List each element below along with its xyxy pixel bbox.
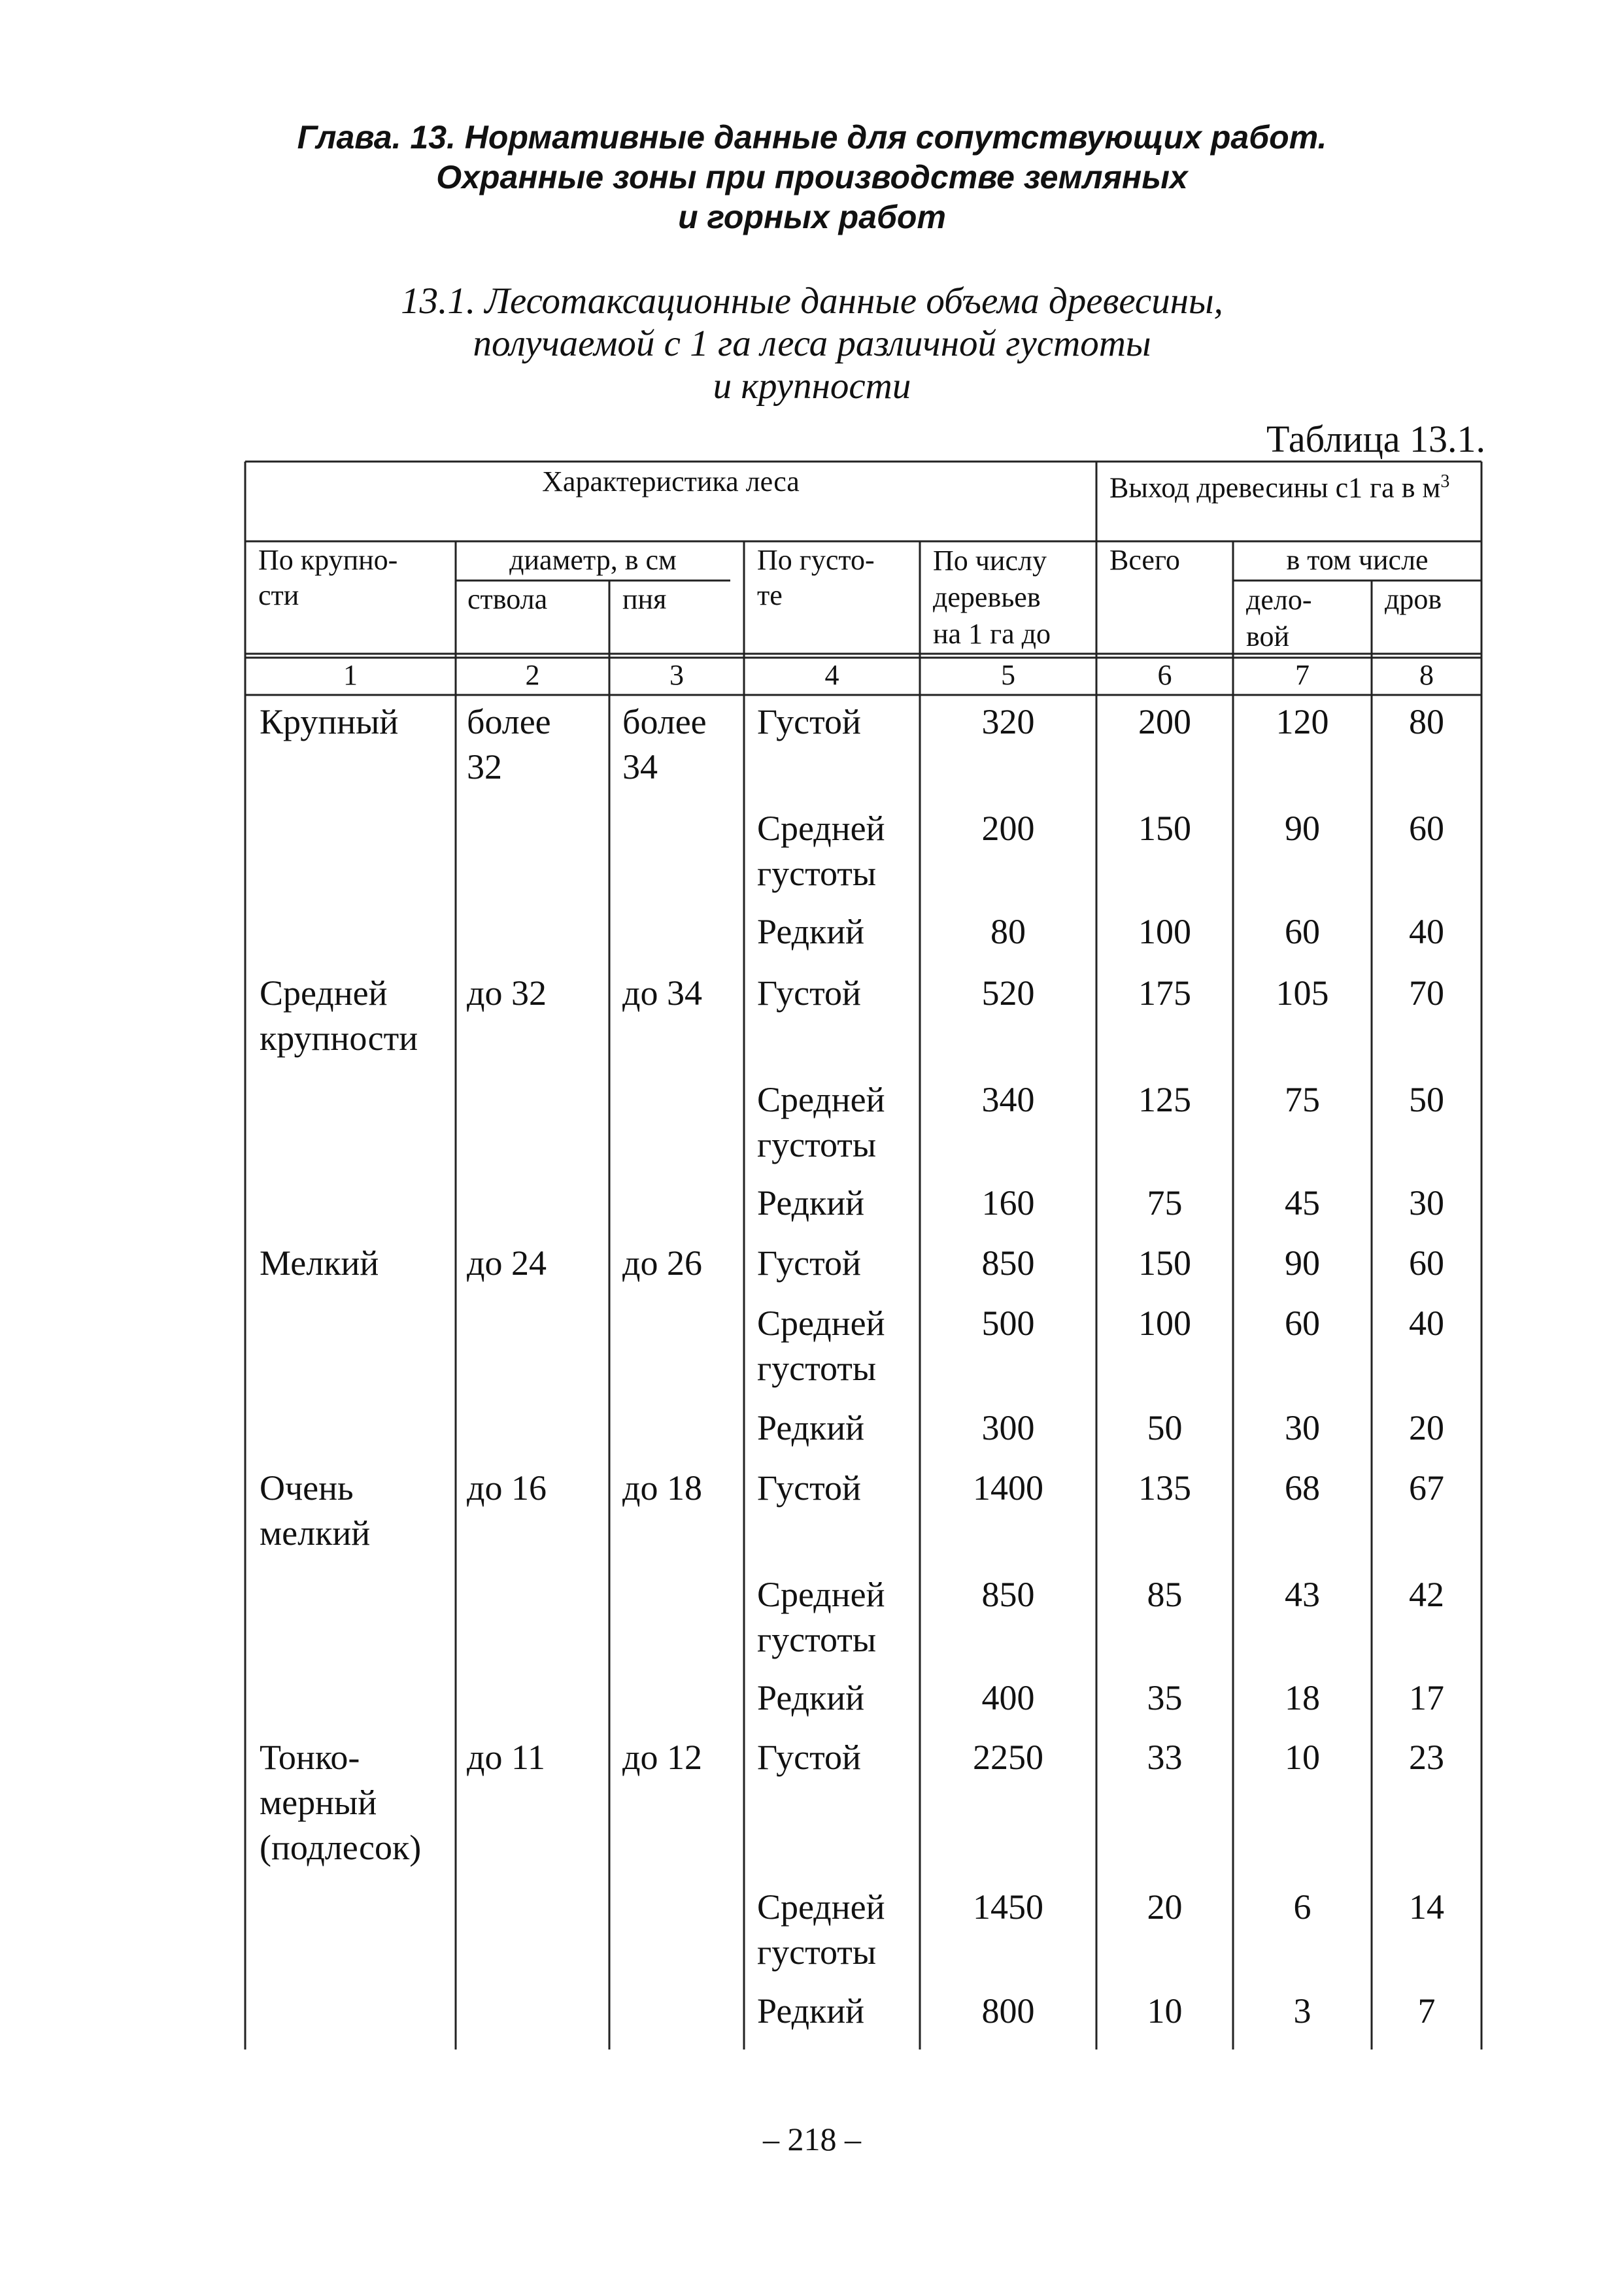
section-title-line: и крупности: [713, 365, 911, 407]
tree-count-cell: 500: [981, 1304, 1035, 1343]
trunk-diameter-cell-line: до 32: [467, 973, 547, 1013]
column-number: 2: [525, 659, 540, 691]
density-cell-line: Средней: [757, 1304, 885, 1343]
firewood-cell: 60: [1409, 809, 1444, 848]
column-number: 3: [669, 659, 684, 691]
firewood-cell: 23: [1409, 1738, 1444, 1777]
trunk-diameter-cell-line: до 11: [467, 1738, 545, 1777]
total-yield-cell: 35: [1147, 1678, 1183, 1717]
trunk-diameter-cell: [467, 1735, 609, 1780]
density-cell-line: Густой: [757, 973, 861, 1013]
tree-count-cell: 400: [981, 1678, 1035, 1717]
commercial-wood-cell: 68: [1285, 1468, 1320, 1508]
column-number: 5: [1001, 659, 1015, 691]
density-cell: [757, 1406, 920, 1451]
tree-count-cell: 160: [981, 1183, 1035, 1223]
header-firewood: дров: [1385, 583, 1442, 615]
size-class-cell-line: Крупный: [260, 702, 399, 741]
column-number: 6: [1157, 659, 1172, 691]
size-class-cell: [260, 1466, 456, 1556]
header-by-tree-count: [933, 543, 1051, 652]
density-cell-line: Редкий: [757, 912, 865, 951]
column-number: 4: [824, 659, 839, 691]
tree-count-cell: 320: [981, 702, 1035, 741]
density-cell-line: Средней: [757, 809, 885, 848]
total-yield-cell: 100: [1138, 1304, 1191, 1343]
header-commercial: [1246, 582, 1312, 655]
trunk-diameter-cell: [467, 971, 609, 1016]
size-class-cell-line: Средней: [260, 973, 388, 1013]
density-cell: [757, 1989, 920, 2034]
stump-diameter-cell-line: 34: [622, 747, 658, 786]
header-commercial-line: дело-: [1246, 584, 1312, 616]
tree-count-cell: 80: [990, 912, 1026, 951]
density-cell: [757, 1572, 920, 1662]
total-yield-cell: 175: [1138, 973, 1191, 1013]
header-wood-yield-text: Выход древесины с1 га в м: [1109, 471, 1441, 504]
size-class-cell-line: крупности: [260, 1019, 418, 1058]
stump-diameter-cell-line: более: [622, 702, 707, 741]
header-by-size-line: сти: [258, 579, 299, 611]
commercial-wood-cell: 30: [1285, 1408, 1320, 1447]
commercial-wood-cell: 120: [1276, 702, 1329, 741]
stump-diameter-cell: [622, 971, 744, 1016]
total-yield-cell: 10: [1147, 1991, 1183, 2031]
table-label: Таблица 13.1.: [1266, 418, 1485, 460]
density-cell-line: Редкий: [757, 1408, 865, 1447]
firewood-cell: 80: [1409, 702, 1444, 741]
total-yield-cell: 85: [1147, 1575, 1183, 1614]
total-yield-cell: 125: [1138, 1080, 1191, 1119]
firewood-cell: 40: [1409, 912, 1444, 951]
density-cell-line: Средней: [757, 1080, 885, 1119]
tree-count-cell: 2250: [973, 1738, 1043, 1777]
header-by-tree-count-line: на 1 га до: [933, 618, 1051, 650]
tree-count-cell: 800: [981, 1991, 1035, 2031]
size-class-cell: [260, 1241, 456, 1286]
header-by-density-line: те: [757, 579, 783, 611]
firewood-cell: 17: [1409, 1678, 1444, 1717]
trunk-diameter-cell-line: 32: [467, 747, 502, 786]
header-trunk: ствола: [467, 583, 548, 615]
density-cell-line: густоты: [757, 1125, 877, 1164]
commercial-wood-cell: 10: [1285, 1738, 1320, 1777]
density-cell-line: Средней: [757, 1575, 885, 1614]
density-cell: [757, 971, 920, 1016]
total-yield-cell: 100: [1138, 912, 1191, 951]
commercial-wood-cell: 90: [1285, 1243, 1320, 1283]
firewood-cell: 20: [1409, 1408, 1444, 1447]
stump-diameter-cell-line: до 12: [622, 1738, 702, 1777]
tree-count-cell: 850: [981, 1575, 1035, 1614]
density-cell-line: густоты: [757, 854, 877, 893]
stump-diameter-cell: [622, 700, 744, 790]
total-yield-cell: 20: [1147, 1887, 1183, 1927]
commercial-wood-cell: 60: [1285, 1304, 1320, 1343]
total-yield-cell: 75: [1147, 1183, 1183, 1223]
chapter-title-line: Глава. 13. Нормативные данные для сопутствующих работ.: [297, 119, 1327, 156]
density-cell: [757, 1676, 920, 1721]
firewood-cell: 70: [1409, 973, 1444, 1013]
size-class-cell-line: Мелкий: [260, 1243, 379, 1283]
header-total: Всего: [1109, 544, 1180, 576]
commercial-wood-cell: 105: [1276, 973, 1329, 1013]
density-cell-line: густоты: [757, 1932, 877, 1972]
header-stump: пня: [622, 583, 667, 615]
size-class-cell-line: (подлесок): [260, 1828, 422, 1867]
stump-diameter-cell: [622, 1735, 744, 1780]
total-yield-cell: 135: [1138, 1468, 1191, 1508]
column-number: 8: [1419, 659, 1434, 691]
trunk-diameter-cell: [467, 700, 609, 790]
density-cell: [757, 909, 920, 954]
tree-count-cell: 340: [981, 1080, 1035, 1119]
density-cell: [757, 700, 920, 745]
total-yield-cell: 33: [1147, 1738, 1183, 1777]
tree-count-cell: 1400: [973, 1468, 1043, 1508]
density-cell-line: Редкий: [757, 1183, 865, 1223]
commercial-wood-cell: 60: [1285, 912, 1320, 951]
header-by-density-line: По густо-: [757, 544, 875, 576]
header-forest-characteristics: Характеристика леса: [542, 465, 800, 498]
header-by-tree-count-line: деревьев: [933, 581, 1041, 613]
firewood-cell: 14: [1409, 1887, 1444, 1927]
commercial-wood-cell: 90: [1285, 809, 1320, 848]
trunk-diameter-cell: [467, 1241, 609, 1286]
size-class-cell: [260, 1735, 456, 1870]
density-cell: [757, 1735, 920, 1780]
commercial-wood-cell: 75: [1285, 1080, 1320, 1119]
density-cell-line: Густой: [757, 702, 861, 741]
total-yield-cell: 200: [1138, 702, 1191, 741]
density-cell-line: густоты: [757, 1349, 877, 1388]
density-cell-line: густоты: [757, 1620, 877, 1659]
column-number: 7: [1295, 659, 1310, 691]
firewood-cell: 30: [1409, 1183, 1444, 1223]
commercial-wood-cell: 6: [1293, 1887, 1311, 1927]
total-yield-cell: 50: [1147, 1408, 1183, 1447]
header-wood-yield-superscript: 3: [1440, 471, 1450, 492]
section-title-line: получаемой с 1 га леса различной густоты: [473, 323, 1151, 364]
stump-diameter-cell: [622, 1466, 744, 1511]
trunk-diameter-cell-line: до 16: [467, 1468, 547, 1508]
firewood-cell: 67: [1409, 1468, 1444, 1508]
stump-diameter-cell-line: до 34: [622, 973, 702, 1013]
stump-diameter-cell: [622, 1241, 744, 1286]
firewood-cell: 40: [1409, 1304, 1444, 1343]
header-by-tree-count-line: По числу: [933, 545, 1047, 577]
firewood-cell: 50: [1409, 1080, 1444, 1119]
tree-count-cell: 520: [981, 973, 1035, 1013]
density-cell: [757, 1885, 920, 1975]
page-number: – 218 –: [763, 2121, 861, 2157]
total-yield-cell: 150: [1138, 809, 1191, 848]
density-cell: [757, 1181, 920, 1226]
header-commercial-line: вой: [1246, 620, 1290, 652]
firewood-cell: 42: [1409, 1575, 1444, 1614]
commercial-wood-cell: 45: [1285, 1183, 1320, 1223]
chapter-title-line: и горных работ: [678, 199, 946, 235]
density-cell: [757, 1301, 920, 1391]
size-class-cell-line: Очень: [260, 1468, 354, 1508]
stump-diameter-cell-line: до 18: [622, 1468, 702, 1508]
density-cell: [757, 806, 920, 896]
density-cell-line: Густой: [757, 1738, 861, 1777]
header-by-size: [258, 543, 398, 613]
tree-count-cell: 300: [981, 1408, 1035, 1447]
size-class-cell-line: мелкий: [260, 1513, 371, 1553]
trunk-diameter-cell-line: до 24: [467, 1243, 547, 1283]
section-title-line: 13.1. Лесотаксационные данные объема древесины,: [401, 280, 1223, 322]
tree-count-cell: 1450: [973, 1887, 1043, 1927]
header-wood-yield: [1109, 464, 1476, 506]
size-class-cell: [260, 971, 456, 1061]
header-by-size-line: По крупно-: [258, 544, 398, 576]
density-cell-line: Густой: [757, 1243, 861, 1283]
firewood-cell: 60: [1409, 1243, 1444, 1283]
tree-count-cell: 850: [981, 1243, 1035, 1283]
size-class-cell-line: мерный: [260, 1783, 377, 1822]
firewood-cell: 7: [1417, 1991, 1436, 2031]
trunk-diameter-cell-line: более: [467, 702, 551, 741]
tree-count-cell: 200: [981, 809, 1035, 848]
header-diameter: диаметр, в см: [509, 544, 677, 576]
density-cell-line: Средней: [757, 1887, 885, 1927]
header-including: в том числе: [1286, 544, 1429, 576]
density-cell: [757, 1466, 920, 1511]
header-by-density: [757, 543, 875, 613]
size-class-cell-line: Тонко-: [260, 1738, 360, 1777]
stump-diameter-cell-line: до 26: [622, 1243, 702, 1283]
chapter-title-line: Охранные зоны при производстве земляных: [436, 159, 1188, 195]
commercial-wood-cell: 3: [1293, 1991, 1311, 2031]
commercial-wood-cell: 43: [1285, 1575, 1320, 1614]
column-number: 1: [343, 659, 358, 691]
trunk-diameter-cell: [467, 1466, 609, 1511]
density-cell: [757, 1241, 920, 1286]
density-cell: [757, 1077, 920, 1168]
commercial-wood-cell: 18: [1285, 1678, 1320, 1717]
total-yield-cell: 150: [1138, 1243, 1191, 1283]
density-cell-line: Редкий: [757, 1678, 865, 1717]
size-class-cell: [260, 700, 456, 745]
density-cell-line: Густой: [757, 1468, 861, 1508]
density-cell-line: Редкий: [757, 1991, 865, 2031]
